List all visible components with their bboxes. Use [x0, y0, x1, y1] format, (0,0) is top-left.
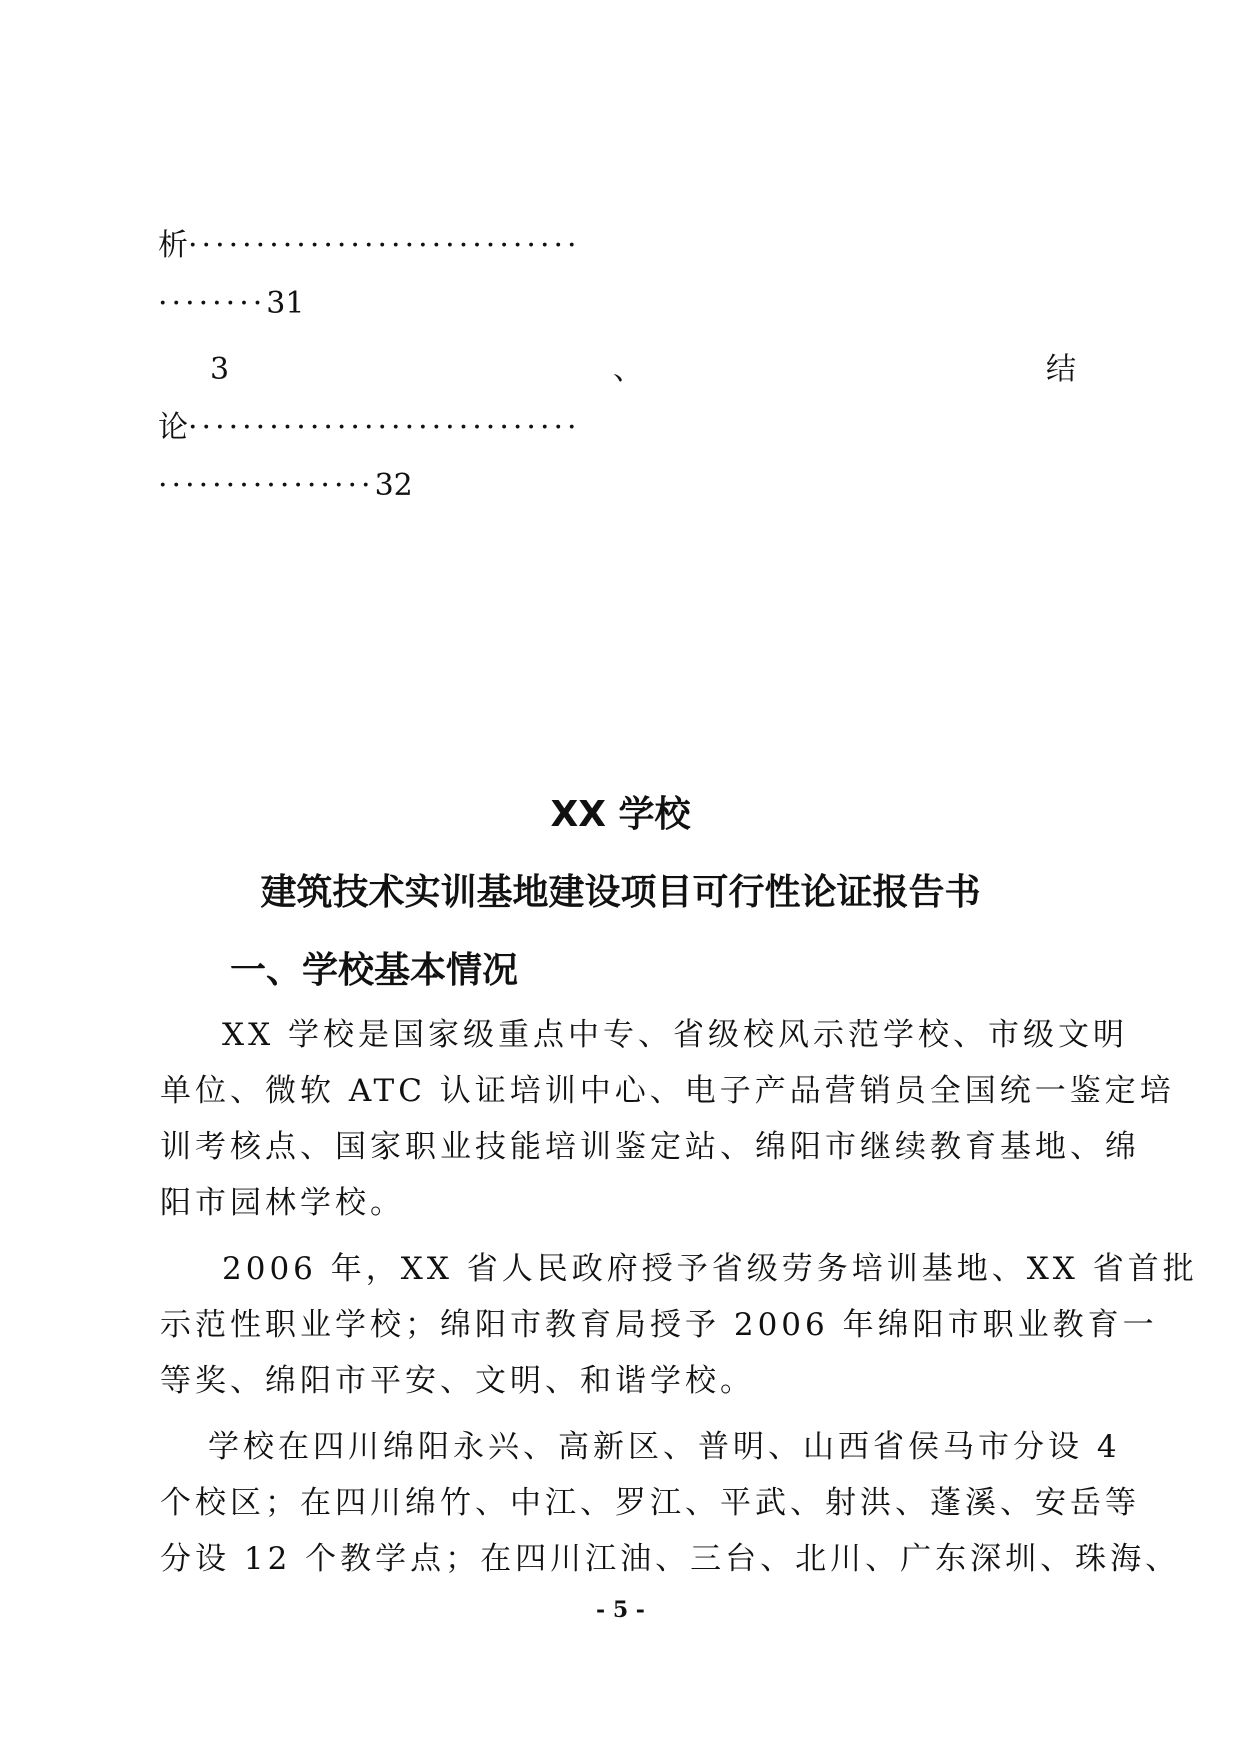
page-number: - 5 - [596, 1597, 645, 1623]
document-title: XX 学校 [550, 794, 691, 835]
paragraph-3-line-1: 学校在四川绵阳永兴、高新区、普明、山西省侯马市分设 4 [208, 1429, 1121, 1465]
toc-entry-char: 析 [158, 228, 188, 263]
toc-page-number: 32 [374, 468, 413, 503]
paragraph-3-line-2: 个校区；在四川绵竹、中江、罗江、平武、射洪、蓬溪、安岳等 [160, 1485, 1140, 1521]
paragraph-3-line-3: 分设 12 个教学点；在四川江油、三台、北川、广东深圳、珠海、 [160, 1541, 1181, 1577]
toc-page-number: 31 [266, 286, 305, 321]
paragraph-2-line-2: 示范性职业学校；绵阳市教育局授予 2006 年绵阳市职业教育一 [160, 1307, 1158, 1343]
paragraph-1-line-4: 阳市园林学校。 [160, 1185, 405, 1221]
toc-leader-dots: ········ [158, 286, 267, 321]
document-subtitle: 建筑技术实训基地建设项目可行性论证报告书 [260, 872, 981, 913]
toc-entry-number: 3 [210, 352, 230, 387]
toc-entry-separator: 、 [613, 352, 643, 387]
toc-entry-char: 结 [1046, 352, 1076, 387]
toc-leader-dots: ····························· [188, 410, 581, 445]
paragraph-2-line-3: 等奖、绵阳市平安、文明、和谐学校。 [160, 1363, 755, 1399]
section-heading: 一、学校基本情况 [230, 950, 519, 991]
toc-entry-line-1 [158, 222, 1078, 270]
paragraph-1-line-3: 训考核点、国家职业技能培训鉴定站、绵阳市继续教育基地、绵 [160, 1129, 1140, 1165]
toc-entry-line-4 [158, 404, 1078, 452]
paragraph-1-line-1: XX 学校是国家级重点中专、省级校风示范学校、市级文明 [222, 1017, 1128, 1053]
paragraph-2-line-1: 2006 年，XX 省人民政府授予省级劳务培训基地、XX 省首批 [222, 1251, 1198, 1287]
toc-entry-line-3 [158, 346, 1078, 394]
toc-entry-line-5 [158, 462, 1078, 510]
toc-leader-dots: ················ [158, 468, 375, 503]
toc-entry-line-2 [158, 280, 1078, 328]
toc-entry-char: 论 [158, 410, 188, 445]
toc-leader-dots: ····························· [188, 228, 581, 263]
paragraph-1-line-2: 单位、微软 ATC 认证培训中心、电子产品营销员全国统一鉴定培 [160, 1073, 1175, 1109]
